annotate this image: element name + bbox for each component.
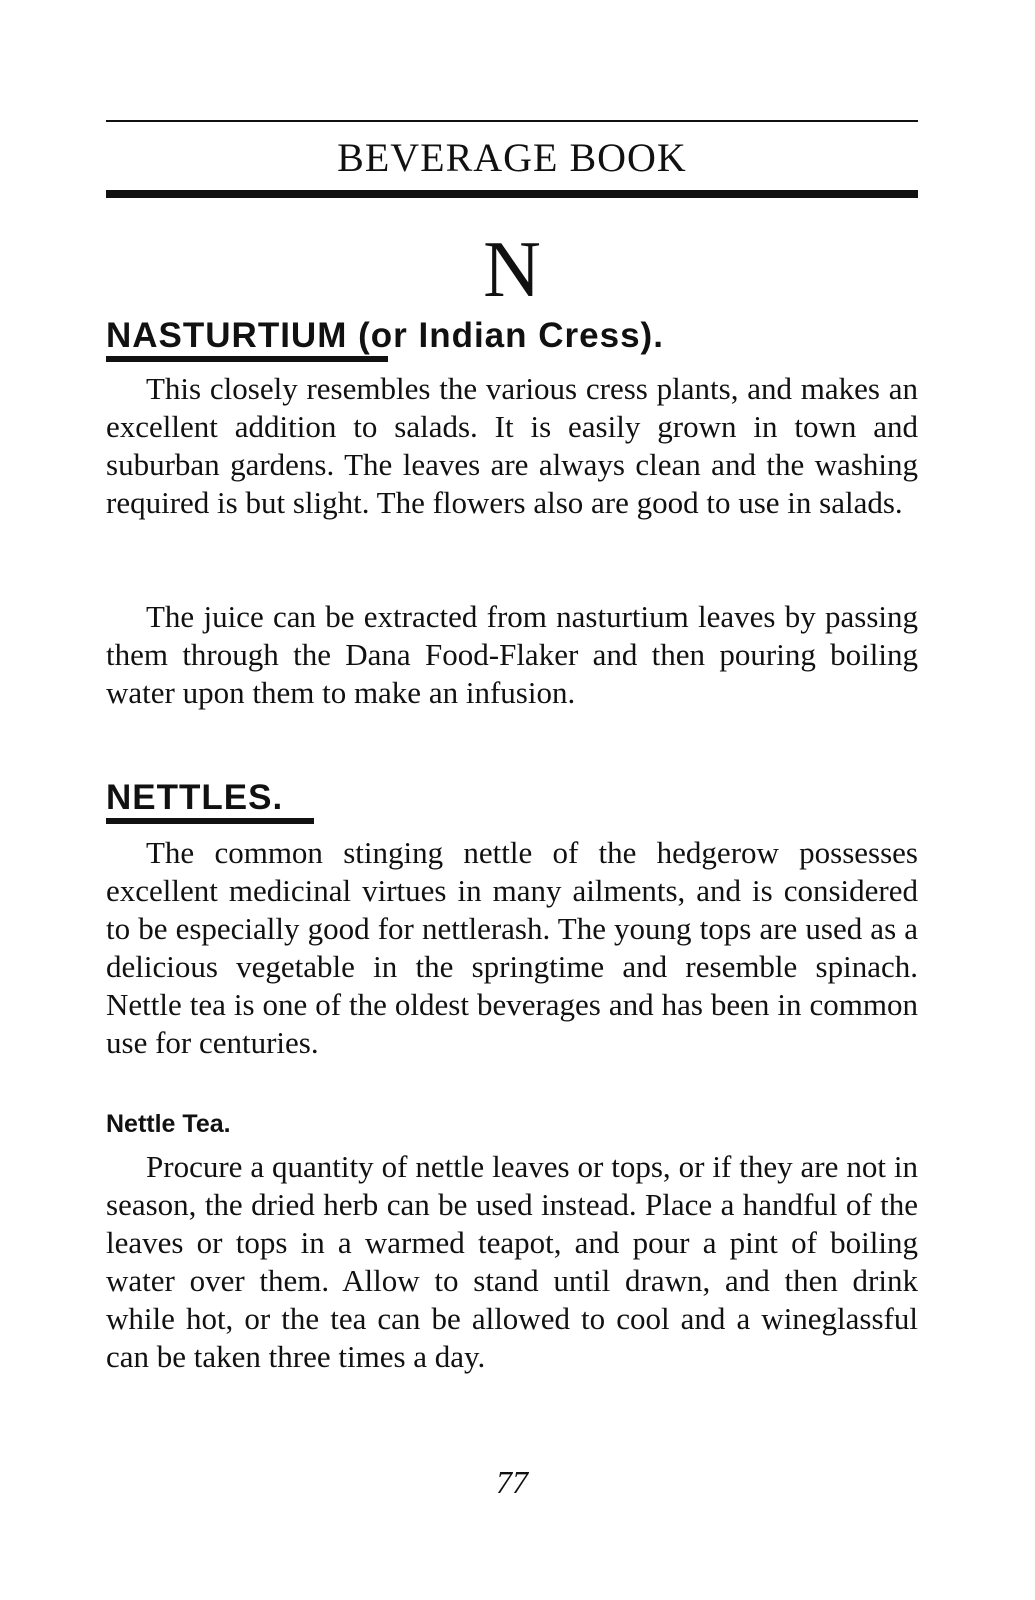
paragraph: This closely resembles the various cress plants, and makes an excellent addition to salads. It is easily grown in town and suburban gardens. The leaves are always clean and the washing required is but slight. The flowers also are good to use in salads.	[106, 371, 918, 520]
heading-underline	[106, 356, 388, 362]
running-head: BEVERAGE BOOK	[337, 135, 687, 180]
entry-heading-nettles: NETTLES.	[106, 778, 284, 817]
paragraph: The common stinging nettle of the hedgerow possesses excellent medicinal virtues in many ailments, and is considered to be especially good for nettlerash. The young tops are used as a delicious vegetable in the springtime and resemble spinach. Nettle tea is one of the oldest beverages and has been in common use for centuries.	[106, 835, 918, 1060]
section-letter: N	[483, 226, 541, 314]
page-number: 77	[496, 1464, 528, 1500]
entry-heading-rest: (or Indian Cress).	[347, 316, 664, 355]
entry-heading-nasturtium	[106, 314, 664, 358]
paragraph: Procure a quantity of nettle leaves or tops, or if they are not in season, the dried herb can be used instead. Place a handful of the leaves or tops in a warmed teapot, and pour a pint of boiling water over them. Allow to stand until drawn, and then drink while hot, or the tea can be allowed to cool and a wineglassful can be taken three times a day.	[106, 1149, 918, 1374]
top-rule	[106, 120, 918, 122]
heading-underline	[106, 818, 314, 824]
paragraph: The juice can be extracted from nasturtium leaves by passing them through the Dana Food-Flaker and then pouring boiling water upon them to make an infusion.	[106, 599, 918, 710]
subheading-nettle-tea: Nettle Tea.	[106, 1110, 231, 1138]
entry-heading-main: NASTURTIUM	[106, 316, 348, 355]
header-rule	[106, 190, 918, 198]
